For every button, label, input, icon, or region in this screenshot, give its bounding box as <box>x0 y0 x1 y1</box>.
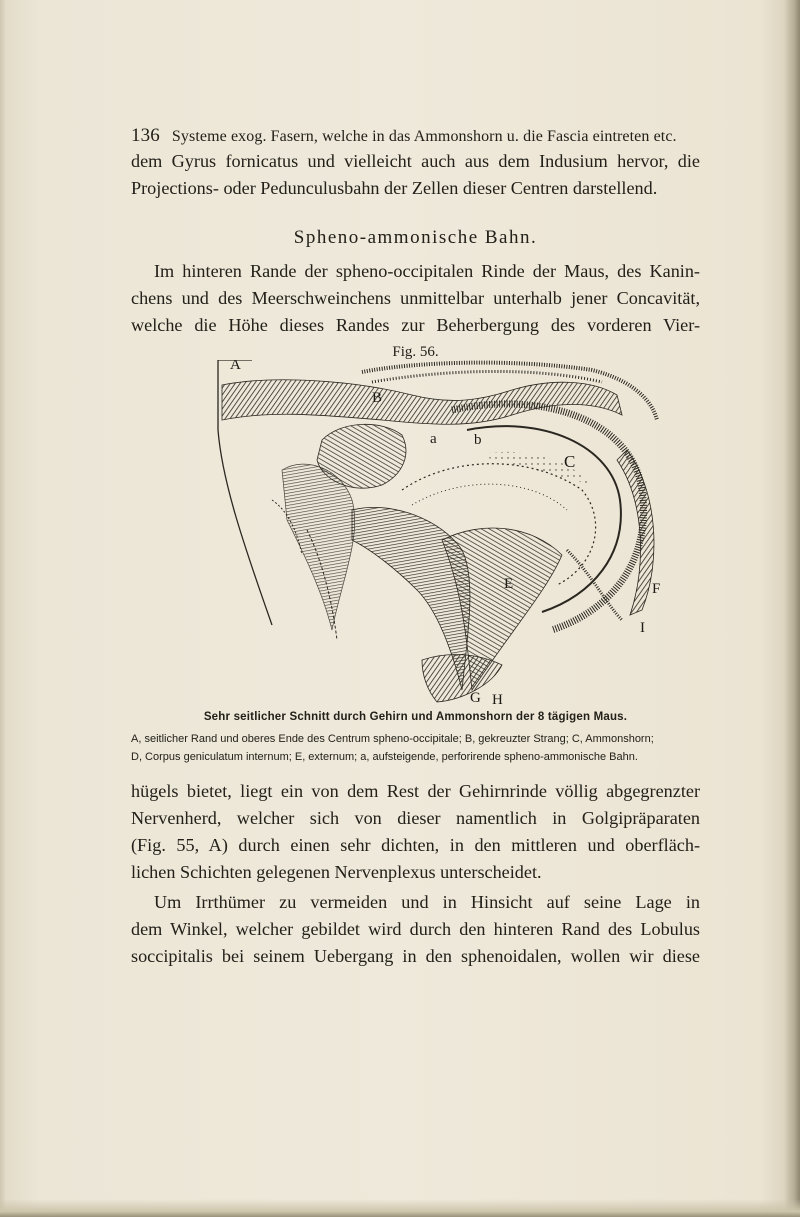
text-line: Im hinteren Rande der spheno-occipitalen Rinde der Maus, des Kanin- <box>154 261 700 281</box>
text-line: (Fig. 55, A) durch einen sehr dichten, in den mittleren und oberfläch- <box>131 835 700 855</box>
figure-letter-I: I <box>640 620 645 636</box>
figure-letter-H: H <box>492 692 503 705</box>
text-line: hügels bietet, liegt ein von dem Rest der Gehirnrinde völlig abgegrenzter <box>131 781 700 801</box>
paragraph-2 <box>131 258 700 339</box>
text-line: Um Irrthümer zu vermeiden und in Hinsicht auf seine Lage in <box>154 892 700 912</box>
text-line: welche die Höhe dieses Randes zur Beherbergung des vorderen Vier- <box>131 315 700 335</box>
text-line: lichen Schichten gelegenen Nervenplexus unterscheidet. <box>131 862 542 882</box>
figure-illustration <box>212 360 667 705</box>
running-title: Systeme exog. Fasern, welche in das Ammonshorn u. die Fascia eintreten etc. <box>171 128 677 145</box>
page-bottom-edge <box>0 1199 800 1217</box>
figure-letter-C: C <box>564 452 576 471</box>
text-line: dem Gyrus fornicatus und vielleicht auch aus dem Indusium hervor, die <box>131 151 700 171</box>
brain-section-drawing <box>212 360 667 705</box>
figure-letter-b: b <box>474 432 482 448</box>
figure-letter-B: B <box>372 390 383 406</box>
caption-line: D, Corpus geniculatum internum; E, externum; a, aufsteigende, perforirende spheno-ammonische Bahn. <box>131 751 638 763</box>
text-line: chens und des Meerschweinchens unmittelbar unterhalb jener Concavität, <box>131 288 700 308</box>
paragraph-1 <box>131 148 700 202</box>
page-right-edge <box>784 0 800 1217</box>
running-head <box>131 125 731 147</box>
caption-line: A, seitlicher Rand und oberes Ende des Centrum spheno-occipitale; B, gekreuzter Strang; C, Ammonshorn; <box>131 733 654 745</box>
text-line: Nervenherd, welcher sich von dieser namentlich in Golgipräparaten <box>131 808 700 828</box>
paragraph-3 <box>131 778 700 886</box>
figure-caption-legend <box>131 730 700 766</box>
figure-letter-G: G <box>470 690 481 705</box>
figure-label: Fig. 56. <box>392 344 439 360</box>
figure-letter-A: A <box>230 360 241 373</box>
figure-caption-title: Sehr seitlicher Schnitt durch Gehirn und Ammonshorn der 8 tägigen Maus. <box>203 711 628 723</box>
text-line: soccipitalis bei seinem Uebergang in den sphenoidalen, wollen wir diese <box>131 946 700 966</box>
text-line: Projections- oder Pedunculusbahn der Zellen dieser Centren darstellend. <box>131 178 658 198</box>
figure-letter-a: a <box>430 431 437 447</box>
text-line: dem Winkel, welcher gebildet wird durch den hinteren Rand des Lobulus <box>131 919 700 939</box>
figure-letter-F: F <box>652 581 661 597</box>
figure-letter-E: E <box>504 576 514 592</box>
section-heading: Spheno-ammonische Bahn. <box>293 227 538 248</box>
page-left-edge <box>0 0 6 1217</box>
paragraph-4 <box>131 889 700 970</box>
page-number: 136 <box>131 125 160 146</box>
